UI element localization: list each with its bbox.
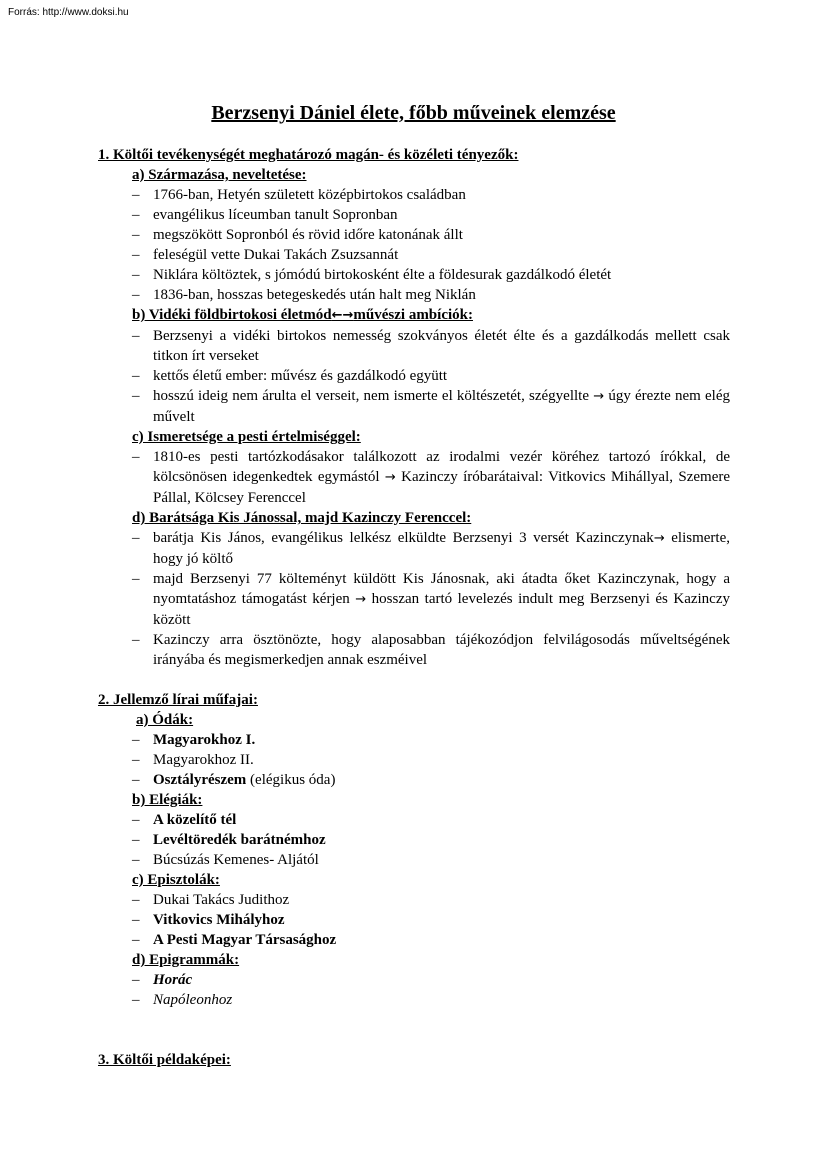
document-body <box>98 145 730 1070</box>
source-url: Forrás: http://www.doksi.hu <box>8 7 129 18</box>
right-arrow-icon: → <box>355 592 367 607</box>
list-item: – Kazinczy arra ösztönözte, hogy alaposabban tájékozódjon felvilágosodás műveltségének irányába és megismerkedjen annak eszméivel <box>132 632 730 668</box>
list-item: – 1836-ban, hosszas betegeskedés után halt meg Niklán <box>132 287 476 303</box>
subsection-1a-heading: a) Származása, neveltetése: <box>132 167 307 183</box>
right-arrow-icon: → <box>593 389 605 404</box>
subsection-2c-heading: c) Episztolák: <box>132 872 220 888</box>
list-item: – feleségül vette Dukai Takách Zsuzsannát <box>132 247 399 263</box>
list-item: – megszökött Sopronból és rövid időre katonának állt <box>132 227 463 243</box>
list-item: – 1766-ban, Hetyén született középbirtokos családban <box>132 187 466 203</box>
double-arrow-icon: ←→ <box>331 308 354 323</box>
right-arrow-icon: → <box>653 531 665 546</box>
section-3-heading: 3. Költői példaképei: <box>98 1052 231 1068</box>
list-item: – Vitkovics Mihályhoz <box>132 912 285 928</box>
list-item: – Horác <box>132 972 193 988</box>
list-item: – A közelítő tél <box>132 812 237 828</box>
list-item: – Niklára költöztek, s jómódú birtokosként élte a földesurak gazdálkodó életét <box>132 267 612 283</box>
list-item: – Magyarokhoz I. <box>132 732 256 748</box>
list-item: – Levéltöredék barátnémhoz <box>132 832 326 848</box>
right-arrow-icon: → <box>384 470 396 485</box>
subsection-1c-heading: c) Ismeretsége a pesti értelmiséggel: <box>132 429 361 445</box>
section-1-heading: 1. Költői tevékenységét meghatározó magán- és közéleti tényezők: <box>98 147 519 163</box>
subsection-1d-heading: d) Barátsága Kis Jánossal, majd Kazinczy Ferenccel: <box>132 510 472 526</box>
list-item: – Osztályrészem (elégikus óda) <box>132 772 336 788</box>
subsection-1b-heading: b) Vidéki földbirtokosi életmód←→művészi ambíciók: <box>132 307 473 323</box>
subsection-2b-heading: b) Elégiák: <box>132 792 203 808</box>
list-item: – Dukai Takács Judithoz <box>132 892 290 908</box>
list-item: – A Pesti Magyar Társasághoz <box>132 932 337 948</box>
list-item: – majd Berzsenyi 77 költeményt küldött Kis Jánosnak, aki átadta őket Kazinczynak, hogy a nyomtatáshoz támogatást kérjen → hosszan tartó levelezés indult meg Berzsenyi és Kazinczy között <box>132 571 731 628</box>
list-item: – Berzsenyi a vidéki birtokos nemesség szokványos életét élte és a gazdálkodás mellett csak titkon írt verseket <box>132 328 730 364</box>
subsection-2d-heading: d) Epigrammák: <box>132 952 240 968</box>
list-item: – hosszú ideig nem árulta el verseit, nem ismerte el költészetét, szégyellte → úgy érezte nem elég művelt <box>132 388 731 425</box>
section-2-heading: 2. Jellemző lírai műfajai: <box>98 692 258 708</box>
list-item: – Búcsúzás Kemenes- Aljától <box>132 852 319 868</box>
subsection-2a-heading: a) Ódák: <box>136 712 194 728</box>
list-item: – Napóleonhoz <box>132 992 233 1008</box>
document-title: Berzsenyi Dániel élete, főbb műveinek elemzése <box>211 102 616 124</box>
list-item: – Magyarokhoz II. <box>132 752 254 768</box>
list-item: – evangélikus líceumban tanult Sopronban <box>132 207 398 223</box>
list-item: – barátja Kis János, evangélikus lelkész elküldte Berzsenyi 3 versét Kazinczynak→ elismerte, hogy jó költő <box>132 530 730 567</box>
list-item: – kettős életű ember: művész és gazdálkodó együtt <box>132 368 448 384</box>
list-item: – 1810-es pesti tartózkodásakor találkozott az irodalmi vezér köréhez tartozó írókkal, de kölcsönösen idegenkedtek egymástól → Kazinczy íróbarátaival: Vitkovics Mihállyal, Szemere Pállal, Kölcsey Ferenccel <box>132 449 731 506</box>
